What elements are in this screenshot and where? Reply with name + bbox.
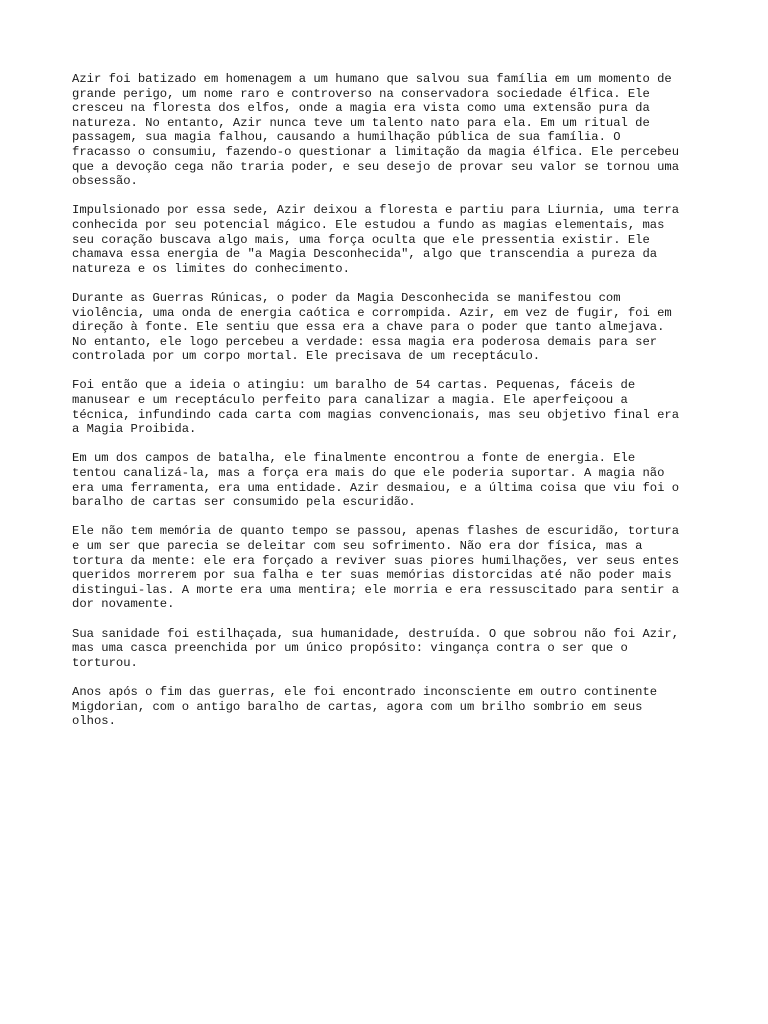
paragraph-3: Durante as Guerras Rúnicas, o poder da Magia Desconhecida se manifestou com violência, uma onda de energia caótica e corrompida. Azir, em vez de fugir, foi em direção à fonte. Ele sentiu que essa era a chave para o poder que tanto almejava. No entanto, ele logo percebeu a verdade: essa magia era poderosa demais para ser controlada por um corpo mortal. Ele precisava de um receptáculo. xyxy=(72,290,672,364)
paragraph-5: Em um dos campos de batalha, ele finalmente encontrou a fonte de energia. Ele tentou canalizá-la, mas a força era mais do que ele poderia suportar. A magia não era uma ferramenta, era uma entidade. Azir desmaiou, e a última coisa que viu foi o baralho de cartas ser consumido pela escuridão. xyxy=(72,451,680,510)
paragraph-4: Foi então que a ideia o atingiu: um baralho de 54 cartas. Pequenas, fáceis de manusear e um receptáculo perfeito para canalizar a magia. Ele aperfeiçoou a técnica, infundindo cada carta com magias convencionais, mas seu objetivo final era a Magia Proibida. xyxy=(72,378,680,437)
paragraph-7: Sua sanidade foi estilhaçada, sua humanidade, destruída. O que sobrou não foi Azir, mas uma casca preenchida por um único propósito: vingança contra o ser que o torturou. xyxy=(72,626,680,670)
paragraph-8: Anos após o fim das guerras, ele foi encontrado inconsciente em outro continente Migdorian, com o antigo baralho de cartas, agora com um brilho sombrio em seus olhos. xyxy=(72,684,658,729)
paragraph-2: Impulsionado por essa sede, Azir deixou a floresta e partiu para Liurnia, uma terra conhecida por seu potencial mágico. Ele estudou a fundo as magias elementais, mas seu coração buscava algo mais, uma força oculta que ele pressentia existir. Ele chamava essa energia de "a Magia Desconhecida", algo que transcendia a pureza da natureza e os limites do conhecimento. xyxy=(72,203,680,276)
paragraph-6: Ele não tem memória de quanto tempo se passou, apenas flashes de escuridão, tortura e um ser que parecia se deleitar com seu sofrimento. Não era dor física, mas a tortura da mente: ele era forçado a reviver suas piores humilhações, ver seus entes queridos morrerem por sua falha e ter suas memórias distorcidas até não poder mais distingui-las. A morte era uma mentira; ele morria e era ressuscitado para sentir a dor novamente. xyxy=(72,524,680,612)
document-page xyxy=(72,72,712,743)
paragraph-1: Azir foi batizado em homenagem a um humano que salvou sua família em um momento de grande perigo, um nome raro e controverso na conservadora sociedade élfica. Ele cresceu na floresta dos elfos, onde a magia era vista como uma extensão pura da natureza. No entanto, Azir nunca teve um talento nato para ela. Em um ritual de passagem, sua magia falhou, causando a humilhação pública de sua família. O fracasso o consumiu, fazendo-o questionar a limitação da magia élfica. Ele percebeu que a devoção cega não traria poder, e seu desejo de provar seu valor se tornou uma obsessão. xyxy=(72,72,680,189)
